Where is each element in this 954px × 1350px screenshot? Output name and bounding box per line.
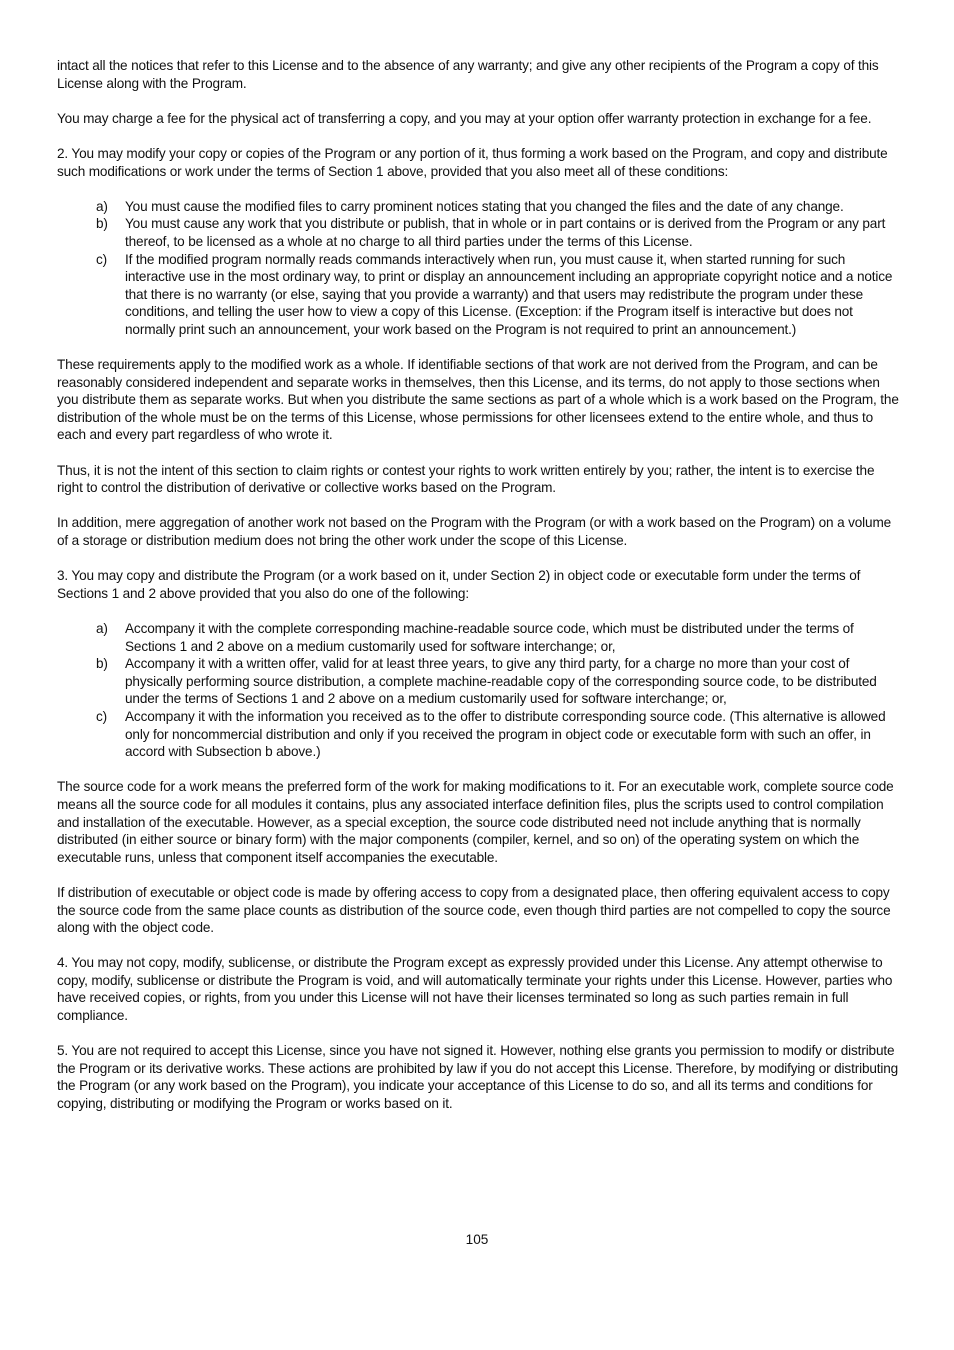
list-item [57,620,899,655]
page-number: 105 [465,1232,489,1247]
paragraph-fee: You may charge a fee for the physical act of transferring a copy, and you may at your option offer warranty protection in exchange for a fee. [57,110,872,126]
list-item-text: Accompany it with a written offer, valid for at least three years, to give any third party, for a charge no more than your cost of physically performing source distribution, a complete machine-readable copy of the corresponding source code, to be distributed under the terms of Sections 1 and 2 above on a medium customarily used for software interchange; or, [125,656,877,707]
paragraph-section-2: 2. You may modify your copy or copies of the Program or any portion of it, thus forming a work based on the Program, and copy and distribute such modifications or work under the terms of Section 1 above, provided that you also meet all of these conditions: [57,145,888,179]
list-marker: c) [96,708,108,724]
list-item-text: You must cause the modified files to carry prominent notices stating that you changed the files and the date of any change. [125,198,844,214]
list-marker: b) [96,656,108,672]
paragraph-distribution-access: If distribution of executable or object code is made by offering access to copy from a designated place, then offering equivalent access to copy the source code from the same place counts as distribution of the source code, even though third parties are not compelled to copy the source along with the object code. [57,884,891,936]
document-page [57,57,899,1113]
list-item [57,708,899,761]
list-marker: b) [96,216,108,232]
paragraph-intent: Thus, it is not the intent of this section to claim rights or contest your rights to work written entirely by you; rather, the intent is to exercise the right to control the distribution of derivative or collective works based on the Program. [57,462,875,496]
list-item-text: Accompany it with the information you received as to the offer to distribute corresponding source code. (This alternative is allowed only for noncommercial distribution and only if you received the program in object code or executable form with such an offer, in accord with Subsection b above.) [125,708,886,760]
paragraph-aggregation: In addition, mere aggregation of another work not based on the Program with the Program (or with a work based on the Program) on a volume of a storage or distribution medium does not bring the other work under the scope of this License. [57,515,892,549]
list-item [57,215,899,250]
section-3-options-list [57,620,899,761]
list-marker: a) [96,198,108,214]
paragraph-section-5: 5. You are not required to accept this License, since you have not signed it. However, nothing else grants you permission to modify or distribute the Program or its derivative works. These actions are prohibited by law if you do not accept this License. Therefore, by modifying or distributing the Program (or any work based on the Program), you indicate your acceptance of this License to do so, and all its terms and conditions for copying, distributing or modifying the Program or works based on it. [57,1043,899,1112]
list-item-text: You must cause any work that you distribute or publish, that in whole or in part contains or is derived from the Program or any part thereof, to be licensed as a whole at no charge to all third parties under the terms of this License. [125,216,886,249]
list-marker: a) [96,621,108,636]
paragraph-source-code: The source code for a work means the preferred form of the work for making modifications to it. For an executable work, complete source code means all the source code for all modules it contains, plus any associated interface definition files, plus the scripts used to control compilation and installation of the executable. However, as a special exception, the source code distributed need not include anything that is normally distributed (in either source or binary form) with the major components (compiler, kernel, and so on) of the operating system on which the executable runs, unless that component itself accompanies the executable. [57,779,894,865]
paragraph-section-3: 3. You may copy and distribute the Program (or a work based on it, under Section 2) in object code or executable form under the terms of Sections 1 and 2 above provided that you also do one of the following: [57,568,861,601]
list-marker: c) [96,251,108,267]
list-item [57,251,899,339]
section-2-conditions-list [57,198,899,339]
list-item-text: Accompany it with the complete corresponding machine-readable source code, which must be distributed under the terms of Sections 1 and 2 above on a medium customarily used for software interchange; or, [125,621,854,654]
paragraph-notices: intact all the notices that refer to this License and to the absence of any warranty; and give any other recipients of the Program a copy of this License along with the Program. [57,58,879,91]
list-item-text: If the modified program normally reads commands interactively when run, you must cause it, when started running for such interactive use in the most ordinary way, to print or display an announcement including an appropriate copyright notice and a notice that there is no warranty (or else, saying that you provide a warranty) and that users may redistribute the program under these conditions, and telling the user how to view a copy of this License. (Exception: if the Program itself is interactive but does not normally print such an announcement, your work based on the Program is not required to print an announcement.) [125,251,893,337]
list-item [57,655,899,708]
list-item [57,198,899,216]
paragraph-section-4: 4. You may not copy, modify, sublicense, or distribute the Program except as expressly provided under this License. Any attempt otherwise to copy, modify, sublicense or distribute the Program is void, and will automatically terminate your rights under this License. However, parties who have received copies, or rights, from you under this License will not have their licenses terminated so long as such parties remain in full compliance. [57,955,893,1024]
paragraph-requirements: These requirements apply to the modified work as a whole. If identifiable sections of that work are not derived from the Program, and can be reasonably considered independent and separate works in themselves, then this License, and its terms, do not apply to those sections when you distribute them as separate works. But when you distribute the same sections as part of a whole which is a work based on the Program, the distribution of the whole must be on the terms of this License, whose permissions for other licensees extend to the entire whole, and thus to each and every part regardless of who wrote it. [57,357,899,443]
